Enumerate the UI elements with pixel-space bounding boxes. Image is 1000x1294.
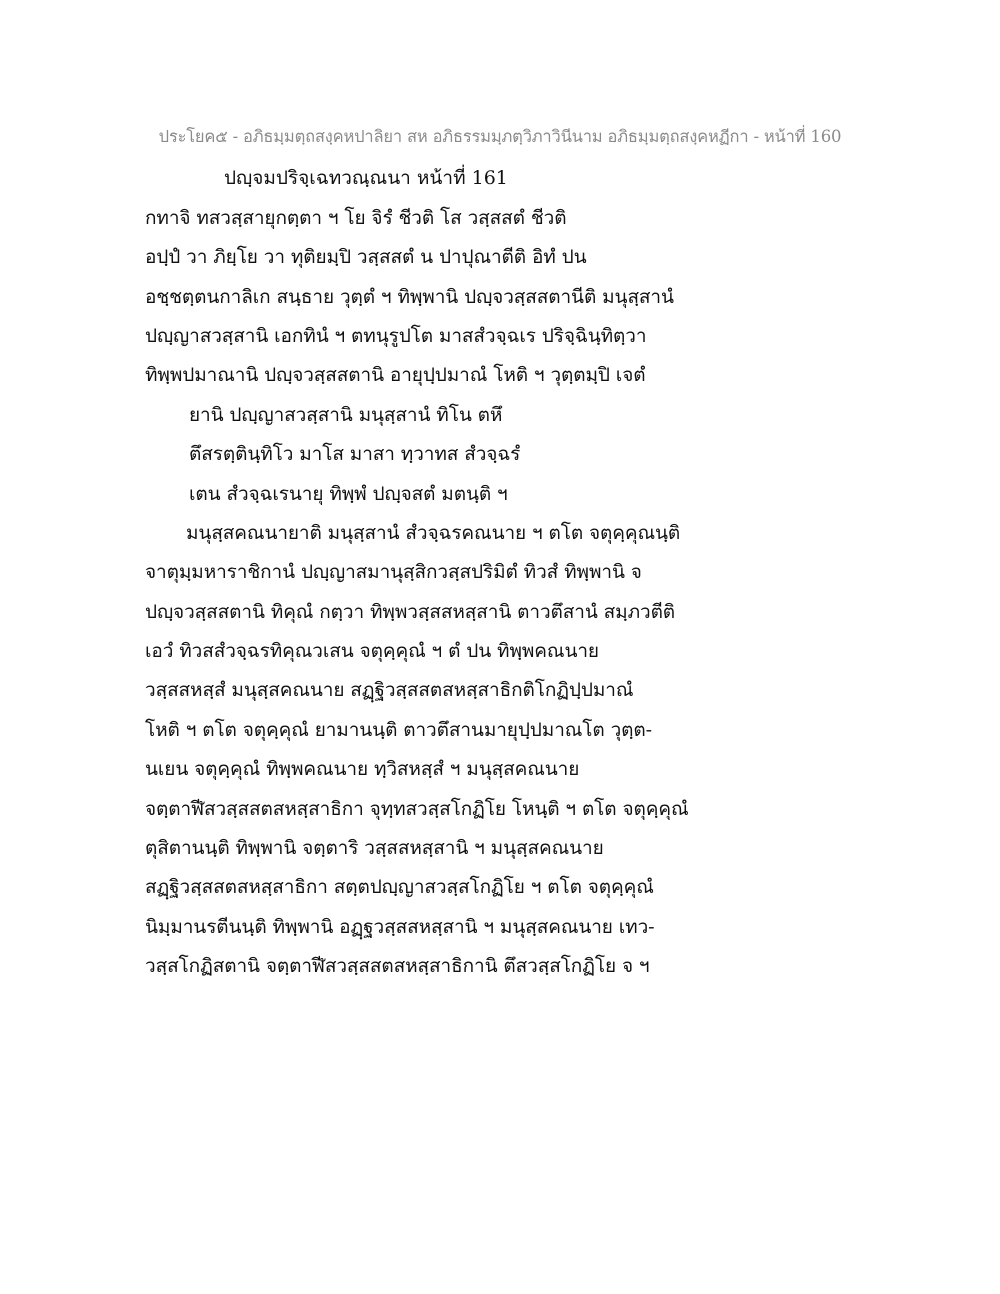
- verse-line: ยานิ ปญฺญาสวสฺสานิ มนุสฺสานํ ทิโน ตหึ: [189, 404, 503, 426]
- verse-line: เตน สํวจฺฉเรนายุ ทิพฺพํ ปญฺจสตํ มตนฺติ ฯ: [189, 483, 508, 505]
- text-line: เอวํ ทิวสสํวจฺฉรทิคุณวเสน จตุคฺคุณํ ฯ ตํ ปน ทิพฺพคณนาย: [145, 640, 599, 662]
- running-header: ประโยค๕ - อภิธมฺมตฺถสงฺคหปาลิยา สห อภิธรรมมฺภตฺวิภาวินีนาม อภิธมฺมตฺถสงฺคหฏีกา - หน้าที่ 160: [158, 127, 842, 146]
- verse-line: ตึสรตฺตินฺทิโว มาโส มาสา ทฺวาทส สํวจฺฉรํ: [189, 443, 521, 465]
- page-heading: ปญฺจมปริจฺเฉทวณฺณนา หน้าที่ 161: [224, 167, 508, 189]
- text-line: ทิพฺพปมาณานิ ปญฺจวสฺสสตานิ อายุปฺปมาณํ โหติ ฯ วุตฺตมฺปิ เจตํ: [145, 364, 646, 386]
- text-line: จาตุมฺมหาราชิกานํ ปญฺญาสมานุสฺสิกวสฺสปริมิตํ ทิวสํ ทิพฺพานิ จ: [145, 561, 642, 583]
- text-line: จตฺตาฬีสวสฺสสตสหสฺสาธิกา จุทฺทสวสฺสโกฏิโย โหนฺติ ฯ ตโต จตุคฺคุณํ: [145, 798, 689, 820]
- text-line: ตุสิตานนฺติ ทิพฺพานิ จตฺตาริ วสฺสสหสฺสานิ ฯ มนุสฺสคณนาย: [145, 837, 604, 859]
- text-line: อชฺชตฺตนกาลิเก สนฺธาย วุตฺตํ ฯ ทิพฺพานิ ปญฺจวสฺสสตานีติ มนุสฺสานํ: [145, 286, 674, 308]
- text-line: อปฺปํ วา ภิยฺโย วา ทุติยมฺปิ วสฺสสตํ น ปาปุณาตีติ อิทํ ปน: [145, 246, 587, 268]
- text-line: โหติ ฯ ตโต จตุคฺคุณํ ยามานนฺติ ตาวตึสานมายุปฺปมาณโต วุตฺต-: [145, 719, 652, 741]
- text-line: นิมฺมานรตีนนฺติ ทิพฺพานิ อฏฺฐวสฺสสหสฺสานิ ฯ มนุสฺสคณนาย เทว-: [145, 916, 655, 938]
- text-line: ปญฺจวสฺสสตานิ ทิคุณํ กตฺวา ทิพฺพวสฺสสหสฺสานิ ตาวตึสานํ สมฺภวตีติ: [145, 601, 676, 623]
- text-line: ปญฺญาสวสฺสานิ เอกทินํ ฯ ตทนุรูปโต มาสสํวจฺฉเร ปริจฺฉินฺทิตฺวา: [145, 325, 647, 347]
- text-line: วสฺสสหสฺสํ มนุสฺสคณนาย สฏฺฐิวสฺสสตสหสฺสาธิกติโกฏิปฺปมาณํ: [145, 679, 634, 701]
- text-line: กทาจิ ทสวสฺสายุกตฺตา ฯ โย จิรํ ชีวติ โส วสฺสสตํ ชีวติ: [145, 207, 567, 229]
- text-line: วสฺสโกฏิสตานิ จตฺตาฬีสวสฺสสตสหสฺสาธิกานิ ตึสวสฺสโกฏิโย จ ฯ: [145, 955, 650, 977]
- text-line: นเยน จตุคฺคุณํ ทิพฺพคณนาย ทฺวิสหสฺสํ ฯ มนุสฺสคณนาย: [145, 758, 580, 780]
- text-line: สฏฺฐิวสฺสสตสหสฺสาธิกา สตฺตปญฺญาสวสฺสโกฏิโย ฯ ตโต จตุคฺคุณํ: [145, 876, 654, 898]
- text-line: มนุสฺสคณนายาติ มนุสฺสานํ สํวจฺฉรคณนาย ฯ ตโต จตุคฺคุณนฺติ: [186, 522, 681, 544]
